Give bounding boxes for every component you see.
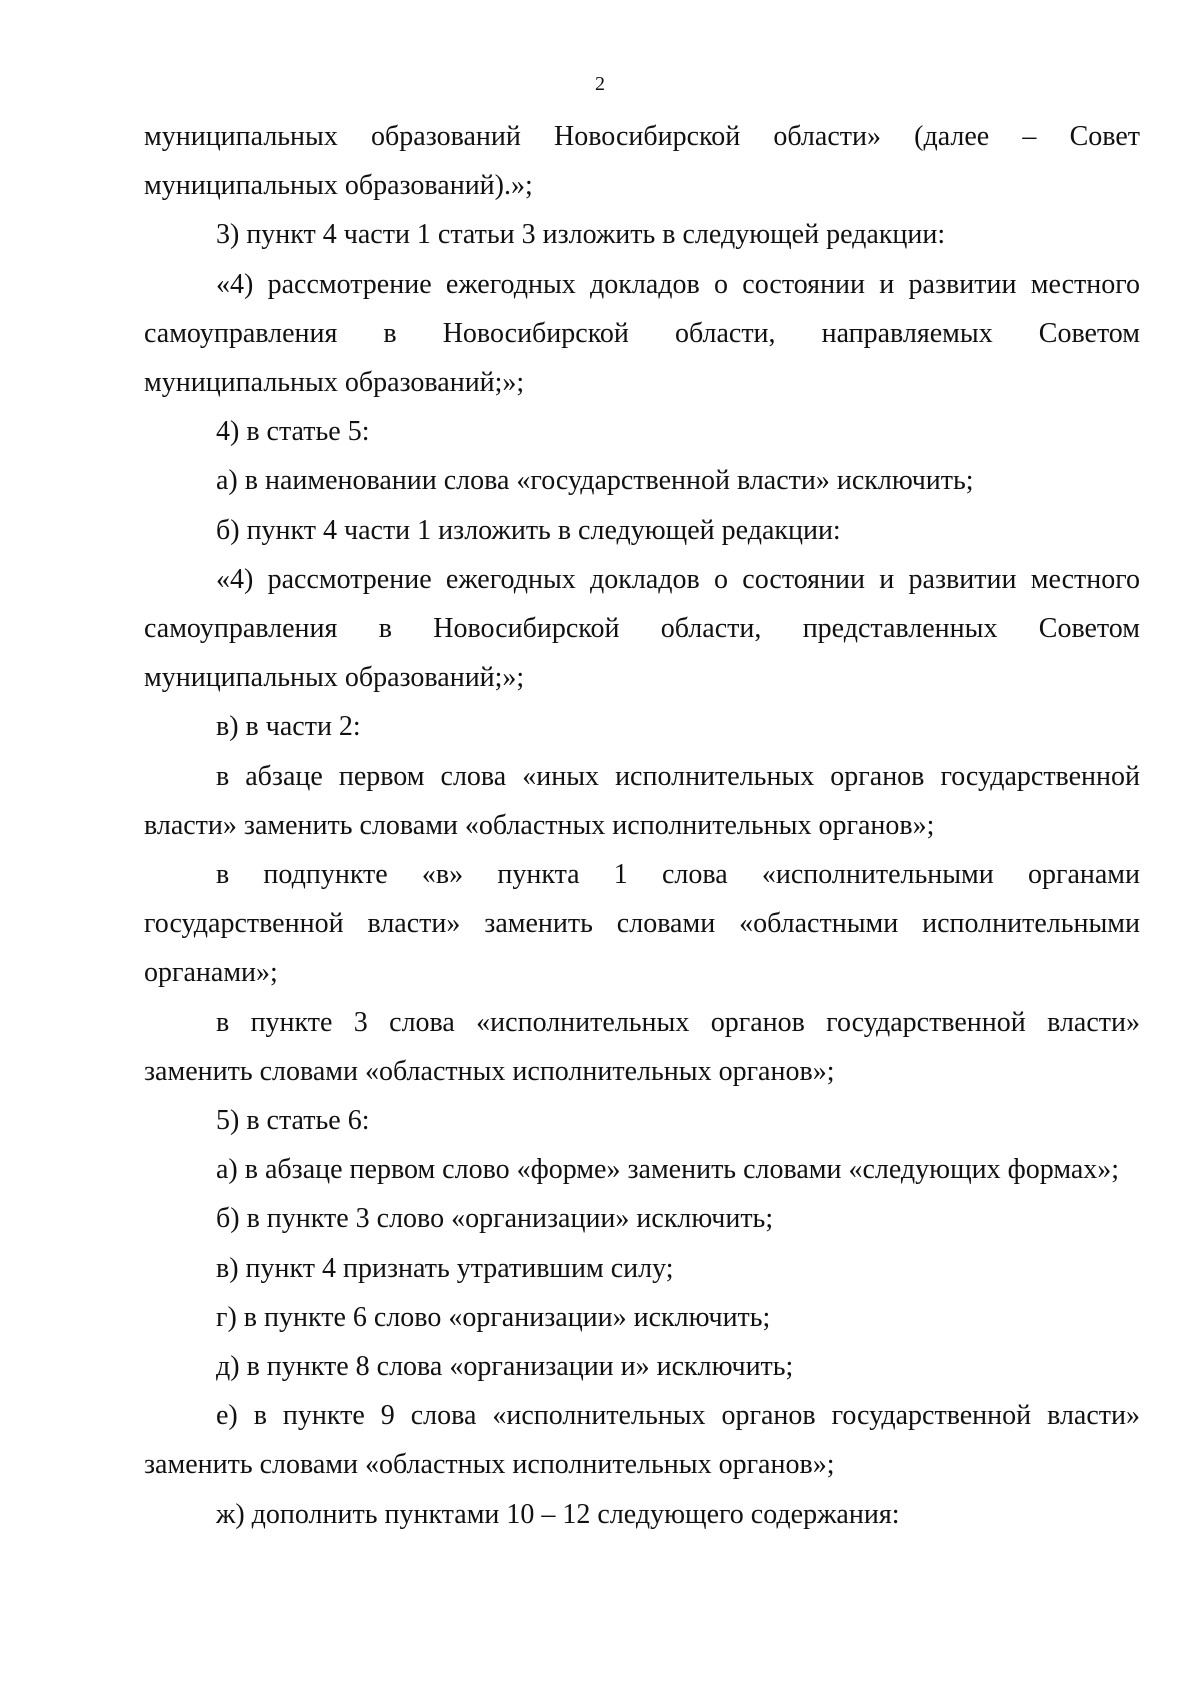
paragraph-item-5-v: в) пункт 4 признать утратившим силу;	[216, 1252, 674, 1284]
paragraph-quote-item-4-presented: «4) рассмотрение ежегодных докладов о состоянии и развитии местного самоуправления в Новосибирской области, представленных Советом муниципальных образований;»;	[144, 563, 1140, 694]
paragraph-point-3-change: в пункте 3 слова «исполнительных органов государственной власти» заменить словами «областных исполнительных органов»;	[144, 1006, 1140, 1087]
paragraph-subpoint-v-change: в подпункте «в» пункта 1 слова «исполнительными органами государственной власти» заменить словами «областными исполнительными органами»;	[144, 859, 1140, 989]
paragraph-first-paragraph-change: в абзаце первом слова «иных исполнительных органов государственной власти» заменить словами «областных исполнительных органов»;	[144, 760, 1140, 841]
paragraph-subitem-a: а) в наименовании слова «государственной власти» исключить;	[216, 465, 974, 497]
document-body	[144, 112, 1140, 1539]
paragraph-item-5-b: б) в пункте 3 слово «организации» исключить;	[216, 1203, 774, 1235]
paragraph-item-3: 3) пункт 4 части 1 статьи 3 изложить в следующей редакции:	[216, 219, 946, 251]
paragraph-continuation: муниципальных образований Новосибирской области» (далее – Совет муниципальных образований).»;	[144, 121, 1140, 202]
paragraph-item-5-zh: ж) дополнить пунктами 10 – 12 следующего содержания:	[216, 1498, 900, 1530]
paragraph-item-5-e: е) в пункте 9 слова «исполнительных органов государственной власти» заменить словами «областных исполнительных органов»;	[144, 1400, 1140, 1481]
paragraph-item-4: 4) в статье 5:	[216, 416, 370, 448]
page-number: 2	[595, 73, 605, 95]
paragraph-item-5-d: д) в пункте 8 слова «организации и» исключить;	[216, 1351, 794, 1383]
paragraph-subitem-b: б) пункт 4 части 1 изложить в следующей редакции:	[216, 514, 841, 546]
paragraph-item-5-a: а) в абзаце первом слово «форме» заменить словами «следующих формах»;	[216, 1154, 1120, 1186]
paragraph-subitem-v: в) в части 2:	[216, 711, 361, 743]
paragraph-item-5-g: г) в пункте 6 слово «организации» исключить;	[216, 1301, 771, 1333]
paragraph-quote-item-4-directed: «4) рассмотрение ежегодных докладов о состоянии и развитии местного самоуправления в Новосибирской области, направляемых Советом муниципальных образований;»;	[144, 268, 1140, 399]
paragraph-item-5: 5) в статье 6:	[216, 1105, 370, 1137]
